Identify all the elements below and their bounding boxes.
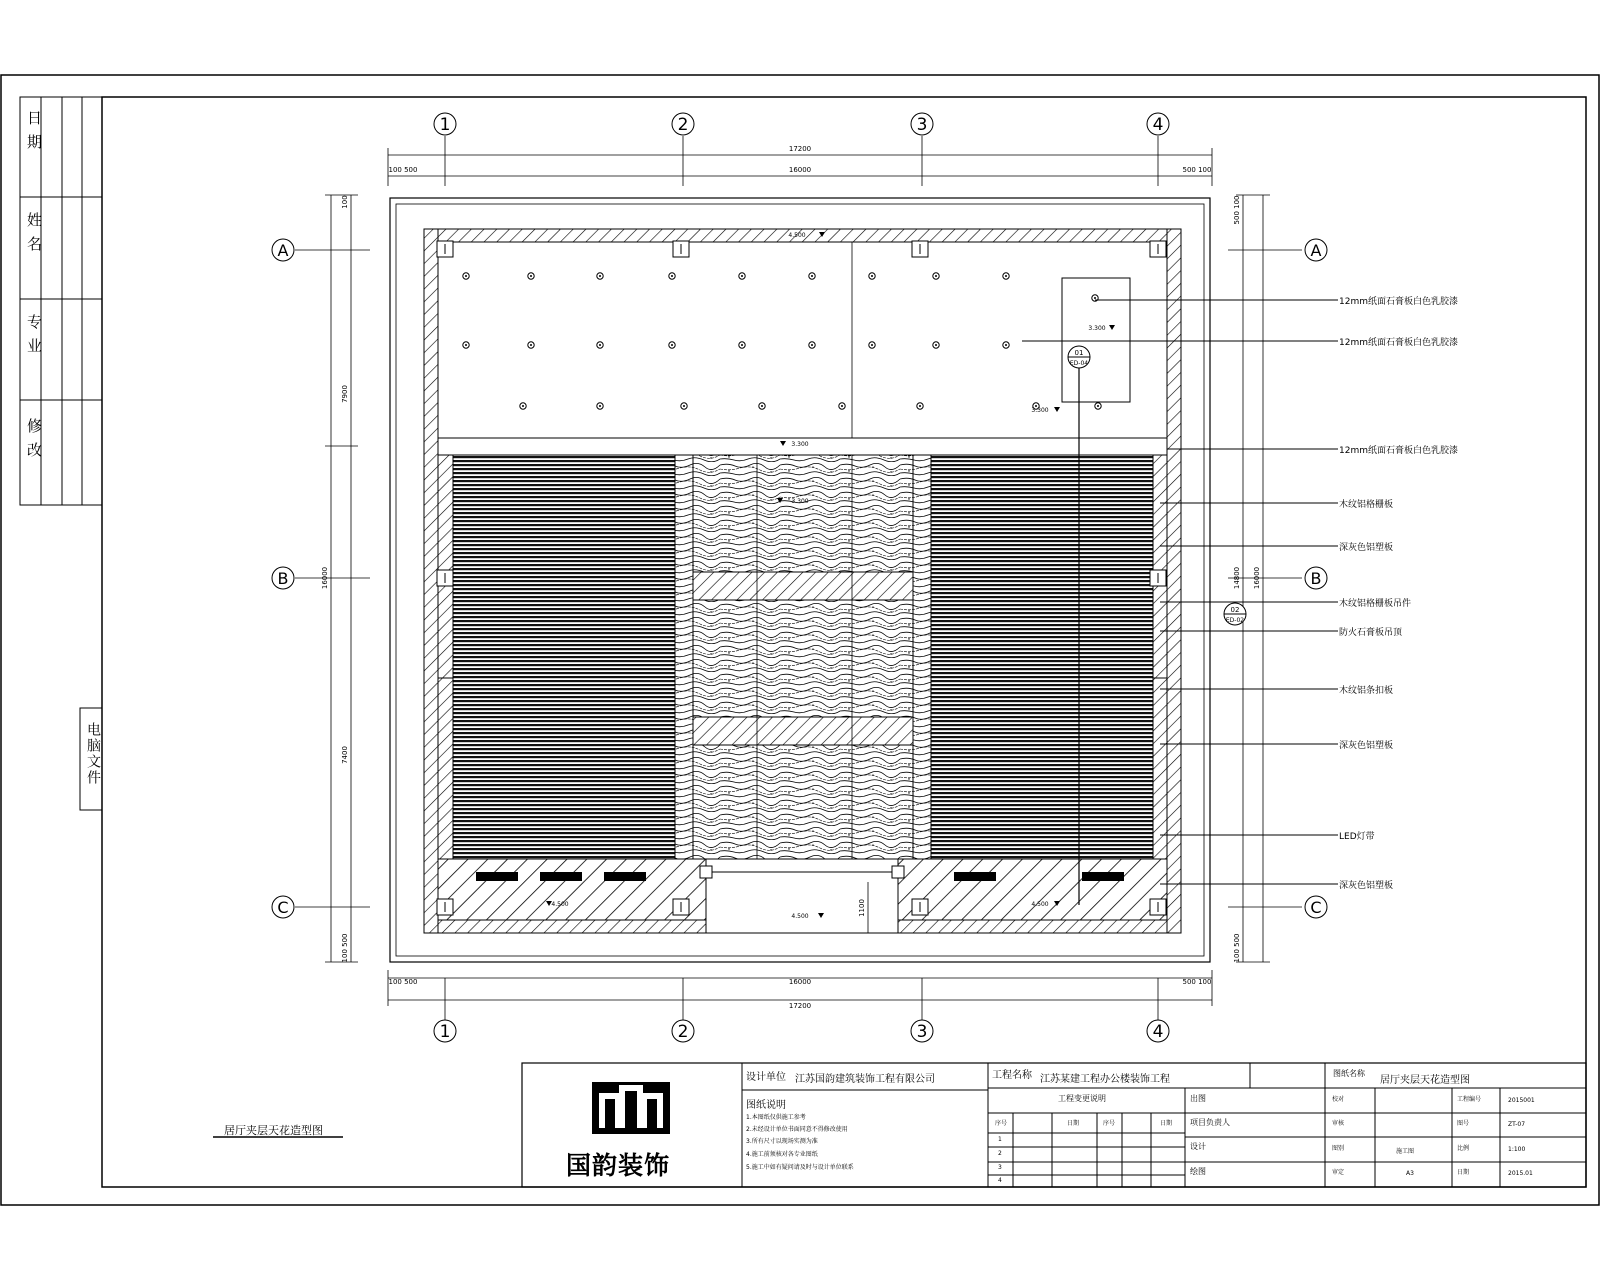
dim-bottom-overall: 17200 [788, 1002, 812, 1010]
note-5: 5.施工中如有疑问请及时与设计单位联系 [746, 1164, 854, 1171]
svg-text:4.500: 4.500 [791, 913, 809, 920]
project-name: 江苏某建工程办公楼装饰工程 [1040, 1074, 1170, 1085]
grille-right [931, 455, 1153, 859]
annotation-label: 木纹铝格栅板吊件 [1339, 599, 1412, 609]
grid-row-label: A [277, 241, 289, 260]
wood-strip-left [675, 455, 693, 859]
grid-column-label: 3 [916, 1022, 928, 1042]
bottom-band-right [898, 859, 1167, 920]
drawing-name: 居厅夹层天花造型图 [1380, 1075, 1470, 1086]
drawing-title: 居厅夹层天花造型图 [224, 1124, 323, 1137]
svg-text:01: 01 [1074, 349, 1084, 357]
stamp-issue: 出图 [1190, 1094, 1206, 1103]
dim-left-top-seg: 100 [341, 195, 349, 209]
meta-value-4: 施工图 [1396, 1148, 1415, 1155]
rev-label-name: 姓 名 [25, 212, 43, 253]
grid-row-label: C [1310, 898, 1322, 917]
rev-header-3: 日期 [1067, 1120, 1080, 1127]
rev-label-file: 电脑文件 [85, 722, 101, 786]
meta-label-5: 比例 [1457, 1145, 1470, 1152]
rev-label-discipline: 专 业 [25, 314, 43, 355]
rev-label-date: 日 期 [25, 110, 43, 151]
svg-text:4.500: 4.500 [551, 901, 569, 908]
note-4: 4.施工前须核对各专业图纸 [746, 1151, 818, 1158]
grid-row-label: B [1310, 569, 1322, 588]
grid-column-label: 4 [1152, 115, 1164, 135]
wood-ceiling-center [693, 455, 913, 859]
meta-value-6: A3 [1406, 1170, 1414, 1177]
note-3: 3.所有尺寸以现场实测为准 [746, 1138, 818, 1145]
svg-text:4.500: 4.500 [788, 232, 806, 239]
rev-row-1: 1 [998, 1136, 1002, 1143]
drawing-name-label: 图纸名称 [1333, 1069, 1365, 1078]
meta-label-7: 日期 [1457, 1169, 1470, 1176]
annotation-label: 防火石膏板吊顶 [1339, 628, 1403, 638]
annotation-label: 12mm纸面石膏板白色乳胶漆 [1339, 446, 1458, 456]
hatched-panel-lower [693, 717, 913, 745]
dim-left-bottom-seg: 100 500 [341, 933, 349, 963]
grid-row-label: B [277, 569, 289, 588]
dim-top-inner: 16000 [788, 166, 812, 174]
dim-left-total: 16000 [321, 566, 329, 590]
rev-row-3: 3 [998, 1164, 1002, 1171]
dim-right-top-seg: 500 100 [1233, 195, 1241, 225]
annotation-label: 深灰色铝塑板 [1339, 741, 1394, 751]
company-name: 江苏国韵建筑装饰工程有限公司 [795, 1074, 935, 1085]
project-label: 工程名称 [992, 1070, 1032, 1081]
stamp-drafting: 绘图 [1190, 1167, 1206, 1176]
meta-value-5: 1:100 [1508, 1146, 1526, 1153]
bottom-band-left [438, 859, 706, 920]
grid-column-label: 3 [916, 115, 928, 135]
svg-text:3.300: 3.300 [1088, 325, 1106, 332]
stamp-design: 设计 [1190, 1142, 1206, 1151]
meta-label-6: 审定 [1332, 1169, 1345, 1176]
wood-strip-right [913, 455, 931, 859]
meta-label-2: 审核 [1332, 1120, 1345, 1127]
annotation-label: 12mm纸面石膏板白色乳胶漆 [1339, 338, 1458, 348]
rev-row-2: 2 [998, 1150, 1002, 1157]
grid-row-label: A [1310, 241, 1322, 260]
hatched-panel-upper [693, 572, 913, 600]
annotation-label: 12mm纸面石膏板白色乳胶漆 [1339, 297, 1458, 307]
stamp-project-lead: 项目负责人 [1190, 1118, 1230, 1127]
rev-header-1: 序号 [995, 1120, 1008, 1127]
annotation-label: LED灯带 [1339, 832, 1375, 842]
dim-top-overall: 17200 [788, 145, 812, 153]
svg-text:02: 02 [1230, 606, 1240, 614]
meta-label-4: 图别 [1332, 1145, 1345, 1152]
notes-heading: 图纸说明 [746, 1100, 786, 1111]
dim-right-total: 16000 [1253, 566, 1261, 590]
rev-header-4: 序号 [1103, 1120, 1116, 1127]
dim-left-lower: 7400 [341, 746, 349, 764]
grid-column-label: 2 [677, 115, 689, 135]
grid-column-label: 1 [439, 1022, 451, 1042]
grid-row-label: C [277, 898, 289, 917]
company-logo-icon [592, 1082, 670, 1134]
meta-label-0: 校对 [1332, 1096, 1345, 1103]
meta-value-1: 2015001 [1508, 1097, 1535, 1104]
meta-label-1: 工程编号 [1457, 1096, 1482, 1103]
company-logo-text: 国韵装饰 [566, 1151, 671, 1180]
annotation-label: 深灰色铝塑板 [1339, 881, 1394, 891]
dim-door: 1100 [858, 899, 866, 917]
annotation-label: 木纹铝条扣板 [1339, 686, 1394, 696]
rev-label-modify: 修 改 [25, 418, 43, 459]
svg-text:3.300: 3.300 [791, 498, 809, 505]
dim-top-right-seg: 500 100 [1182, 166, 1212, 174]
rev-header-6: 日期 [1160, 1120, 1173, 1127]
detail-marker-02 [1224, 603, 1246, 625]
dim-bottom-inner: 16000 [788, 978, 812, 986]
grid-column-label: 2 [677, 1022, 689, 1042]
dim-bottom-left-seg: 100 500 [388, 978, 418, 986]
meta-value-7: 2015.01 [1508, 1170, 1533, 1177]
svg-text:3.300: 3.300 [1031, 407, 1049, 414]
svg-text:3.300: 3.300 [791, 441, 809, 448]
rev-row-4: 4 [998, 1177, 1002, 1184]
dim-left-upper: 7900 [341, 385, 349, 403]
note-2: 2.未经设计单位书面同意不得修改使用 [746, 1126, 848, 1133]
note-1: 1.本图纸仅供施工参考 [746, 1114, 806, 1121]
revision-table-title: 工程变更说明 [1058, 1094, 1106, 1103]
dim-bottom-right-seg: 500 100 [1182, 978, 1212, 986]
annotation-label: 木纹铝格栅板 [1339, 500, 1394, 510]
dim-right-mid: 14800 [1233, 566, 1241, 590]
dim-top-left-seg: 100 500 [388, 166, 418, 174]
meta-label-3: 图号 [1457, 1120, 1470, 1127]
company-label: 设计单位 [746, 1072, 786, 1083]
grid-column-label: 4 [1152, 1022, 1164, 1042]
grid-column-label: 1 [439, 115, 451, 135]
meta-value-3: ZT-07 [1508, 1121, 1526, 1128]
svg-text:4.500: 4.500 [1031, 901, 1049, 908]
svg-text:ED-04: ED-04 [1069, 360, 1089, 367]
annotation-label: 深灰色铝塑板 [1339, 543, 1394, 553]
grille-left [453, 455, 675, 859]
door-opening [706, 872, 898, 933]
svg-text:ED-02: ED-02 [1225, 617, 1245, 624]
dim-right-bottom-seg: 100 500 [1233, 933, 1241, 963]
